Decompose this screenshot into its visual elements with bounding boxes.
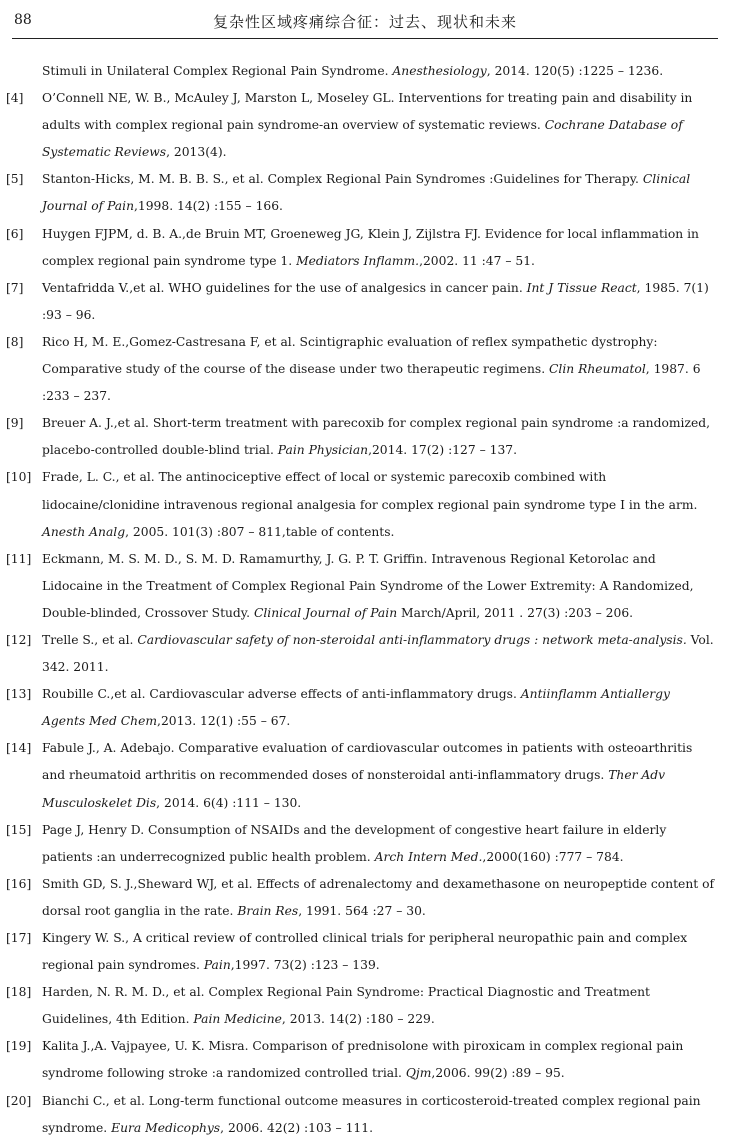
reference-citation: ,2002. 11 :47 – 51. (419, 253, 535, 268)
reference-text: Trelle S., et al. (42, 632, 138, 647)
reference-journal: Pain Medicine (193, 1012, 282, 1027)
reference-journal: Qjm (405, 1066, 432, 1081)
reference-number: [11] (6, 551, 32, 566)
reference-item (6, 329, 716, 410)
reference-text: Stimuli in Unilateral Complex Regional Pain Syndrome. (42, 64, 393, 78)
reference-citation: , 2006. 42(2) :103 – 111. (220, 1120, 373, 1135)
reference-item (6, 275, 716, 329)
reference-number: [18] (6, 985, 32, 1000)
reference-item (6, 1033, 716, 1087)
reference-journal: Ther Adv Musculoskelet Dis (42, 768, 666, 810)
reference-list (6, 58, 716, 1142)
reference-journal: Clinical Journal of Pain (42, 172, 691, 214)
page-number: 88 (14, 12, 32, 28)
reference-text: Bianchi C., et al. Long-term functional outcome measures in corticosteroid-treated complex regional pain syndrome. (42, 1093, 701, 1135)
reference-journal: Arch Intern Med. (374, 849, 483, 864)
reference-journal: Eura Medicophys (111, 1120, 221, 1135)
reference-citation: ,2000(160) :777 – 784. (482, 849, 624, 864)
reference-number: [5] (6, 172, 24, 187)
page-header (12, 6, 718, 39)
reference-number: [7] (6, 280, 24, 295)
reference-journal: Clin Rheumatol (549, 362, 646, 377)
reference-citation: , 2013. 14(2) :180 – 229. (281, 1012, 435, 1027)
reference-item (6, 1088, 716, 1142)
reference-text: Huygen FJPM, d. B. A.,de Bruin MT, Groeneweg JG, Klein J, Zijlstra FJ. Evidence for local inflammation in complex regional pain syndrome type 1. (42, 226, 699, 268)
reference-journal: Antiinflamm Antiallergy Agents Med Chem (42, 687, 670, 729)
reference-text: Smith GD, S. J.,Sheward WJ, et al. Effects of adrenalectomy and dexamethasone on neuropeptide content of dorsal root ganglia in the rate. (42, 876, 715, 918)
reference-journal: Anesth Analg (42, 524, 126, 539)
reference-journal: Clinical Journal of Pain (253, 605, 398, 620)
reference-number: [6] (6, 226, 24, 241)
reference-item (6, 546, 716, 627)
reference-journal: Cardiovascular safety of non-steroidal anti-inflammatory drugs : network meta-analysis. (137, 632, 687, 647)
reference-item (6, 817, 716, 871)
reference-text: O’Connell NE, W. B., McAuley J, Marston L, Moseley GL. Interventions for treating pain and disability in adults with complex regional pain syndrome-an overview of systematic reviews. (42, 91, 693, 133)
running-title: 复杂性区域疼痛综合征：过去、现状和未来 (212, 13, 517, 31)
reference-text: Frade, L. C., et al. The antinociceptive effect of local or systemic parecoxib combined with lidocaine/clonidine intravenous regional analgesia for complex regional pain syndrome type I in the arm. (42, 470, 698, 512)
reference-citation: , 2014. 120(5) :1225 – 1236. (486, 64, 664, 78)
reference-text: Harden, N. R. M. D., et al. Complex Regional Pain Syndrome: Practical Diagnostic and Treatment Guidelines, 4th Edition. (42, 985, 650, 1027)
reference-text: Rico H, M. E.,Gomez-Castresana F, et al. Scintigraphic evaluation of reflex sympathetic dystrophy: Comparative study of the course of the disease under two therapeutic regimens. (42, 334, 658, 377)
reference-citation: , 2014. 6(4) :111 – 130. (156, 795, 302, 810)
reference-number: [16] (6, 876, 32, 891)
reference-item (6, 681, 716, 735)
reference-citation: , 1987. 6 :233 – 237. (42, 362, 701, 404)
reference-citation: ,1998. 14(2) :155 – 166. (134, 199, 283, 214)
reference-item (6, 464, 716, 545)
reference-citation: , 2013(4). (166, 145, 227, 160)
reference-item (6, 166, 716, 220)
reference-citation: , 2005. 101(3) :807 – 811,table of contents. (125, 524, 395, 539)
reference-journal: Pain Physician (277, 443, 369, 458)
reference-citation: ,2013. 12(1) :55 – 67. (157, 714, 291, 729)
reference-citation: ,2014. 17(2) :127 – 137. (368, 443, 518, 458)
reference-number: [12] (6, 632, 32, 647)
reference-text: Kalita J.,A. Vajpayee, U. K. Misra. Comparison of prednisolone with piroxicam in complex regional pain syndrome following stroke :a randomized controlled trial. (42, 1039, 684, 1081)
reference-number: [20] (6, 1093, 32, 1108)
reference-journal: Int J Tissue React (526, 280, 637, 295)
reference-item (6, 871, 716, 925)
reference-text: Eckmann, M. S. M. D., S. M. D. Ramamurthy, J. G. P. T. Griffin. Intravenous Regional Ketorolac and Lidocaine in the Treatment of Complex Regional Pain Syndrome of the Lower Extremity: A Randomized, Double-blinded, Crossover Study. (42, 551, 694, 620)
reference-journal: Cochrane Database of Systematic Reviews (42, 118, 683, 160)
reference-citation: ,2006. 99(2) :89 – 95. (431, 1066, 565, 1081)
reference-citation: Vol. 342. 2011. (42, 632, 714, 675)
reference-text: Fabule J., A. Adebajo. Comparative evaluation of cardiovascular outcomes in patients with osteoarthritis and rheumatoid arthritis on recommended doses of nonsteroidal anti-inflammatory drugs. (42, 741, 693, 783)
reference-citation: , 1985. 7(1) :93 – 96. (42, 280, 709, 322)
reference-item (6, 627, 716, 681)
reference-journal: Pain (203, 958, 231, 973)
reference-number: [9] (6, 416, 24, 431)
reference-text: Page J, Henry D. Consumption of NSAIDs and the development of congestive heart failure in elderly patients :an underrecognized public health problem. (42, 822, 667, 864)
reference-number: [4] (6, 91, 24, 106)
reference-journal: Anesthesiology (392, 64, 487, 78)
reference-citation: ,1997. 73(2) :123 – 139. (230, 958, 380, 973)
reference-journal: Brain Res (237, 903, 299, 918)
reference-item (6, 735, 716, 816)
reference-text: Breuer A. J.,et al. Short-term treatment with parecoxib for complex regional pain syndrome :a randomized, placebo-controlled double-blind trial. (42, 416, 711, 458)
reference-number: [10] (6, 470, 32, 485)
reference-item (6, 925, 716, 979)
reference-item (6, 85, 716, 166)
reference-text: Ventafridda V.,et al. WHO guidelines for the use of analgesics in cancer pain. (42, 280, 527, 295)
reference-item (6, 58, 716, 85)
reference-text: Roubille C.,et al. Cardiovascular adverse effects of anti-inflammatory drugs. (42, 687, 521, 702)
reference-item (6, 221, 716, 275)
reference-number: [14] (6, 741, 32, 756)
reference-item (6, 410, 716, 464)
reference-journal: Mediators Inflamm. (296, 253, 420, 268)
reference-number: [17] (6, 931, 32, 945)
reference-number: [13] (6, 687, 32, 702)
reference-citation: March/April, 2011 . 27(3) :203 – 206. (397, 605, 634, 620)
reference-text: Stanton-Hicks, M. M. B. B. S., et al. Complex Regional Pain Syndromes :Guidelines for Therapy. (42, 172, 643, 187)
reference-text: Kingery W. S., A critical review of controlled clinical trials for peripheral neuropathic pain and complex regional pain syndromes. (42, 931, 688, 973)
reference-number: [19] (6, 1039, 32, 1054)
reference-number: [8] (6, 334, 24, 349)
reference-citation: , 1991. 564 :27 – 30. (298, 903, 426, 918)
reference-number: [15] (6, 822, 32, 837)
reference-item (6, 979, 716, 1033)
